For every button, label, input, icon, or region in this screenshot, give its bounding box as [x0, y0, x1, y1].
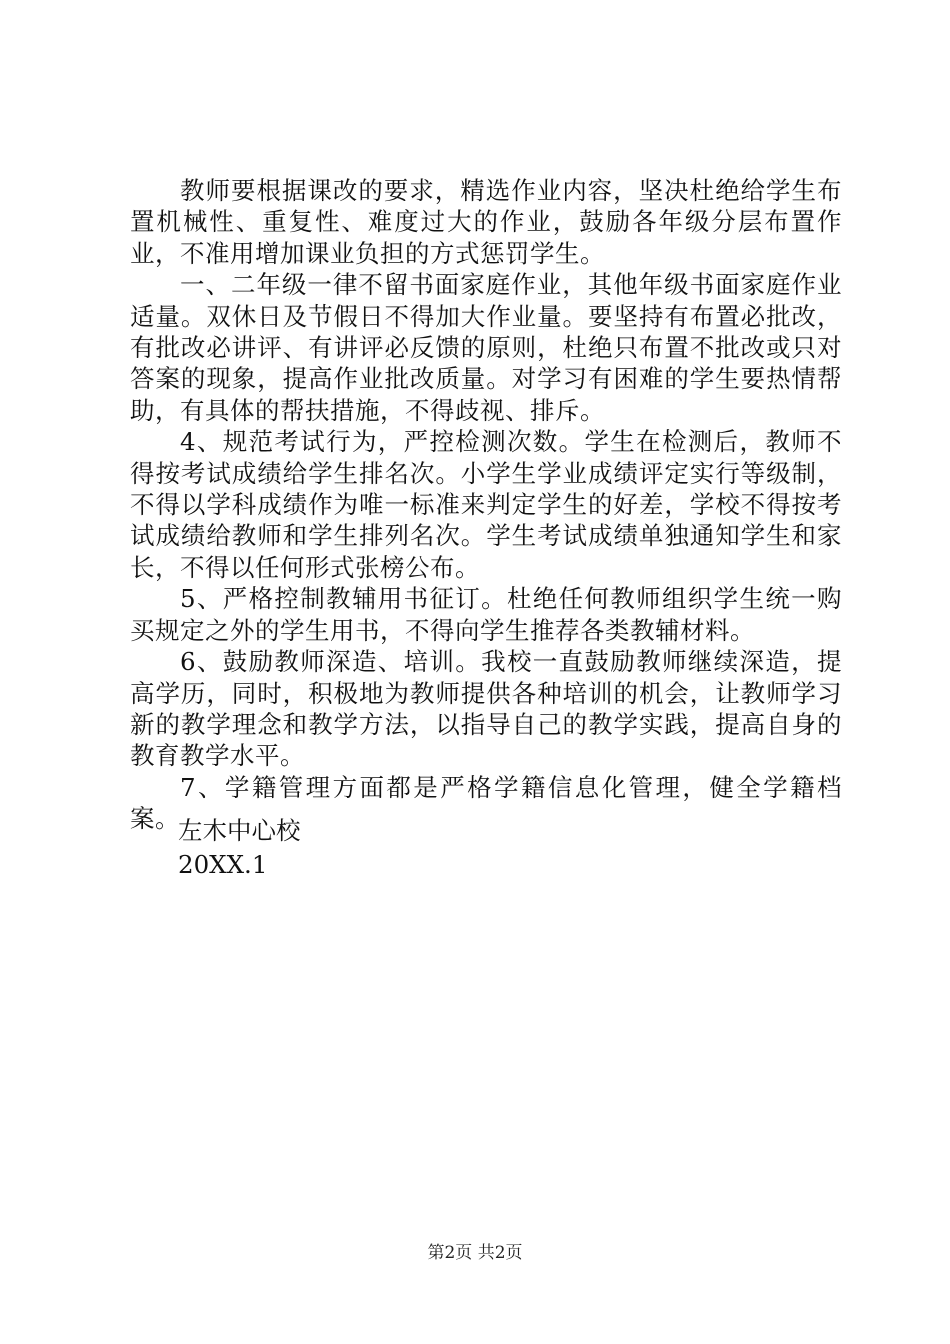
paragraph-supplementary-books: 5、严格控制教辅用书征订。杜绝任何教师组织学生统一购买规定之外的学生用书，不得向学生推荐各类教辅材料。	[130, 584, 842, 645]
paragraph-homework-grades: 一、二年级一律不留书面家庭作业，其他年级书面家庭作业适量。双休日及节假日不得加大作业量。要坚持有布置必批改，有批改必讲评、有讲评必反馈的原则，杜绝只布置不批改或只对答案的现象，提高作业批改质量。对学习有困难的学生要热情帮助，有具体的帮扶措施，不得歧视、排斥。	[130, 270, 842, 425]
page-footer: 第2页 共2页	[427, 1243, 523, 1263]
document-body	[130, 175, 842, 835]
paragraph-homework-content: 教师要根据课改的要求，精选作业内容，坚决杜绝给学生布置机械性、重复性、难度过大的作业，鼓励各年级分层布置作业，不准用增加课业负担的方式惩罚学生。	[130, 176, 842, 268]
paragraph-teacher-training: 6、鼓励教师深造、培训。我校一直鼓励教师继续深造，提高学历，同时，积极地为教师提供各种培训的机会，让教师学习新的教学理念和教学方法，以指导自己的教学实践，提高自身的教育教学水平。	[130, 647, 842, 771]
paragraph-student-records: 7、学籍管理方面都是严格学籍信息化管理，健全学籍档案。	[130, 772, 842, 834]
signature-block	[178, 814, 301, 882]
paragraph-exam-regulation: 4、规范考试行为，严控检测次数。学生在检测后，教师不得按考试成绩给学生排名次。小学生学业成绩评定实行等级制，不得以学科成绩作为唯一标准来判定学生的好差，学校不得按考试成绩给教师和学生排列名次。学生考试成绩单独通知学生和家长，不得以任何形式张榜公布。	[130, 427, 842, 582]
signature-organization: 左木中心校	[178, 816, 301, 845]
signature-date: 20XX.1	[178, 850, 268, 879]
